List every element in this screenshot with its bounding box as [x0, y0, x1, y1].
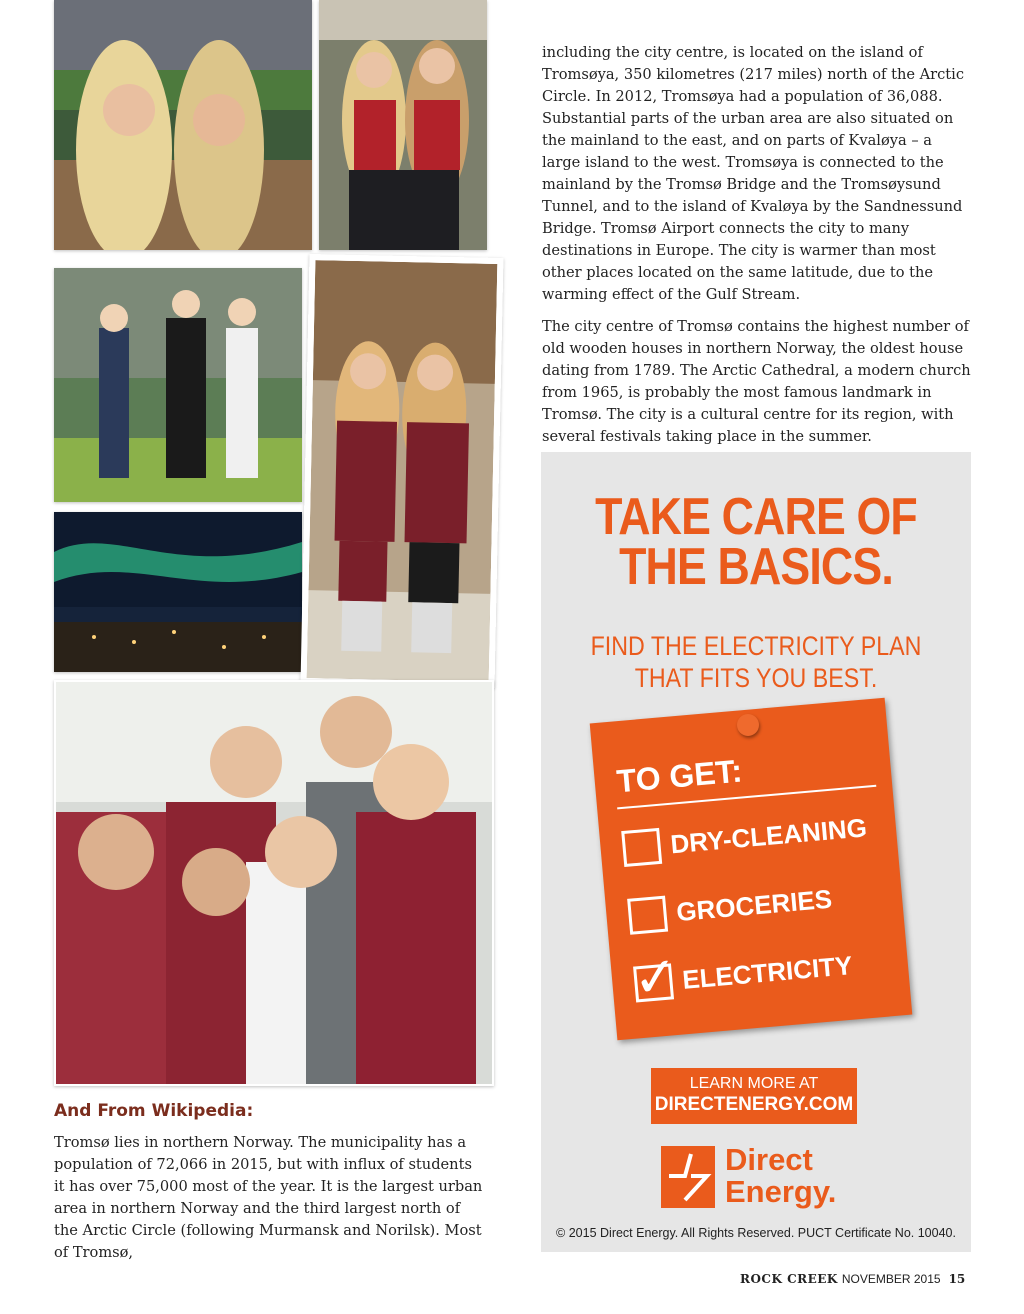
photo-northern-lights: [54, 512, 302, 672]
checkbox-empty-icon: [627, 896, 668, 935]
ad-subheadline-line-2: THAT FITS YOU BEST.: [634, 663, 878, 693]
photo-two-girls-indoors: [301, 254, 504, 688]
checkbox-empty-icon: [621, 828, 662, 867]
checklist-item-groceries: [627, 881, 833, 935]
sticky-note: [590, 698, 913, 1041]
cta-url: DIRECTENERGY.COM: [654, 1094, 854, 1115]
article-right-column: [542, 42, 974, 458]
ad-subheadline-line-1: FIND THE ELECTRICITY PLAN: [590, 631, 922, 661]
wiki-body: Tromsø lies in northern Norway. The municipality has a population of 72,066 in 2015, but with influx of students it has over 75,000 most of the year. It is the largest urban area in northern Norway and the third largest north of the Arctic Circle (following Murmansk and Norilsk). Most of Tromsø,: [54, 1134, 483, 1261]
checklist-label: DRY-CLEANING: [669, 812, 869, 860]
checklist-label: GROCERIES: [675, 883, 834, 928]
issue-date: NOVEMBER 2015: [841, 1272, 941, 1286]
direct-energy-logo-mark-icon: [661, 1146, 715, 1208]
learn-more-button[interactable]: [651, 1068, 857, 1124]
pushpin-icon: [737, 714, 759, 736]
photo-group-friends: [54, 680, 494, 1086]
checklist-item-dry-cleaning: [621, 810, 868, 867]
wiki-heading: And From Wikipedia:: [54, 1101, 254, 1121]
logo-text: [725, 1144, 836, 1208]
article-paragraph-2: The city centre of Tromsø contains the highest number of old wooden houses in northern Norway, the oldest house dating from 1789. The Arctic Cathedral, a modern church from 1965, is probably the most famous landmark in Tromsø. The city is a cultural centre for its region, with several festivals taking place in the summer.: [542, 318, 971, 445]
ad-headline-line-2: THE BASICS.: [619, 538, 893, 596]
ad-headline: [571, 488, 941, 596]
direct-energy-logo[interactable]: [661, 1142, 861, 1210]
photo-family-mountains: [54, 268, 302, 502]
article-paragraph-1: including the city centre, is located on the island of Tromsøya, 350 kilometres (217 miles) north of the Arctic Circle. In 2012, Tromsøya had a population of 36,088. Substantial parts of the urban area are also situated on the mainland to the east, and on parts of Kvaløya – a large island to the west. Tromsøya is connected to the mainland by the Tromsø Bridge and the Tromsøysund Tunnel, and to the island of Kvaløya by the Sandnessund Bridge. Tromsø Airport connects the city to many destinations in Europe. The city is warmer than most other places located on the same latitude, due to the warming effect of the Gulf Stream.: [542, 44, 965, 303]
photo-bunad-girls: [319, 0, 487, 250]
photo-ballpark-friends: [54, 0, 312, 250]
direct-energy-ad[interactable]: [541, 452, 971, 1252]
note-title: TO GET:: [615, 752, 744, 800]
logo-text-line-1: Direct: [725, 1142, 813, 1177]
cta-line-1: LEARN MORE AT: [689, 1075, 819, 1092]
ad-copyright: © 2015 Direct Energy. All Rights Reserved. PUCT Certificate No. 10040.: [556, 1226, 956, 1240]
checklist-label: ELECTRICITY: [681, 950, 854, 995]
ad-headline-line-1: TAKE CARE OF: [595, 488, 917, 546]
checkbox-checked-icon: [630, 943, 681, 1011]
page-footer: [740, 1272, 965, 1286]
checklist-item-electricity: [630, 943, 854, 1011]
logo-text-line-2: Energy.: [725, 1174, 837, 1209]
ad-subheadline: [571, 630, 941, 694]
checkmark-icon: ✓: [630, 943, 681, 1011]
page-number: 15: [948, 1272, 966, 1286]
magazine-name: ROCK CREEK: [740, 1272, 838, 1286]
